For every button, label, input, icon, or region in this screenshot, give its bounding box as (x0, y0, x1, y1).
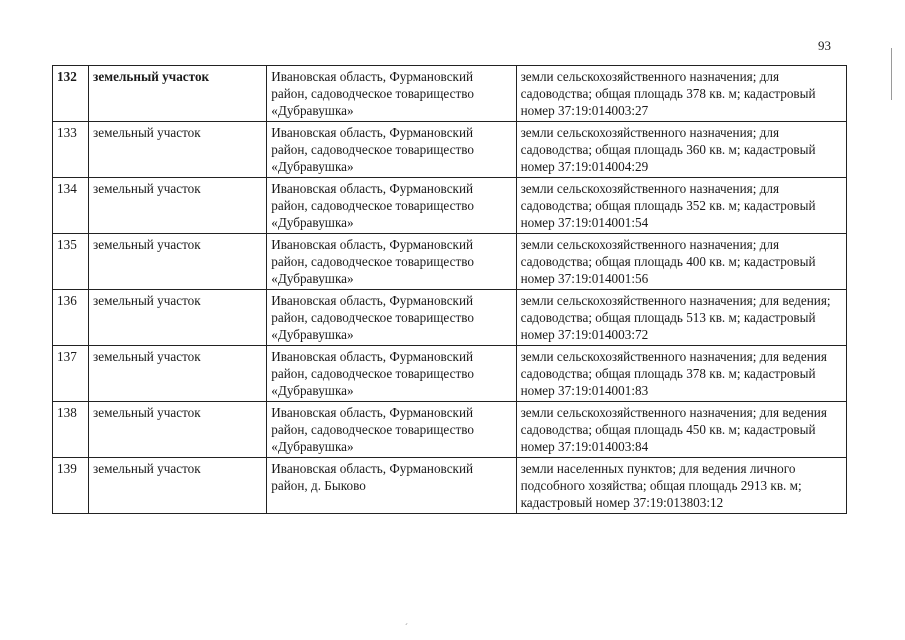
property-description: земли сельскохозяйственного назначения; для садоводства; общая площадь 400 кв. м; кадастровый номер 37:19:014001:56 (516, 234, 846, 290)
row-number: 132 (53, 66, 89, 122)
page-number: 93 (818, 38, 831, 53)
stray-pen-mark: ˊ (405, 622, 408, 632)
property-location: Ивановская область, Фурмановский район, садоводческое товарищество «Дубравушка» (267, 66, 516, 122)
row-number: 133 (53, 122, 89, 178)
property-type: земельный участок (89, 178, 267, 234)
property-location: Ивановская область, Фурмановский район, садоводческое товарищество «Дубравушка» (267, 234, 516, 290)
property-location: Ивановская область, Фурмановский район, садоводческое товарищество «Дубравушка» (267, 122, 516, 178)
table-row (53, 290, 847, 346)
property-location: Ивановская область, Фурмановский район, садоводческое товарищество «Дубравушка» (267, 178, 516, 234)
table-row (53, 234, 847, 290)
property-type: земельный участок (89, 346, 267, 402)
property-location: Ивановская область, Фурмановский район, д. Быково (267, 458, 516, 514)
row-number: 137 (53, 346, 89, 402)
property-description: земли населенных пунктов; для ведения личного подсобного хозяйства; общая площадь 2913 кв. м; кадастровый номер 37:19:013803:12 (516, 458, 846, 514)
property-type: земельный участок (89, 402, 267, 458)
property-description: земли сельскохозяйственного назначения; для ведения; садоводства; общая площадь 513 кв. м; кадастровый номер 37:19:014003:72 (516, 290, 846, 346)
table-row (53, 122, 847, 178)
table-row (53, 178, 847, 234)
table-row (53, 402, 847, 458)
row-number: 138 (53, 402, 89, 458)
property-type: земельный участок (89, 122, 267, 178)
row-number: 134 (53, 178, 89, 234)
property-type: земельный участок (89, 66, 267, 122)
table-row (53, 66, 847, 122)
property-description: земли сельскохозяйственного назначения; для садоводства; общая площадь 360 кв. м; кадастровый номер 37:19:014004:29 (516, 122, 846, 178)
table-row (53, 346, 847, 402)
row-number: 135 (53, 234, 89, 290)
property-location: Ивановская область, Фурмановский район, садоводческое товарищество «Дубравушка» (267, 290, 516, 346)
row-number: 136 (53, 290, 89, 346)
property-description: земли сельскохозяйственного назначения; для ведения садоводства; общая площадь 450 кв. м; кадастровый номер 37:19:014003:84 (516, 402, 846, 458)
property-location: Ивановская область, Фурмановский район, садоводческое товарищество «Дубравушка» (267, 402, 516, 458)
property-type: земельный участок (89, 458, 267, 514)
margin-mark (891, 48, 892, 100)
property-description: земли сельскохозяйственного назначения; для ведения садоводства; общая площадь 378 кв. м; кадастровый номер 37:19:014001:83 (516, 346, 846, 402)
property-location: Ивановская область, Фурмановский район, садоводческое товарищество «Дубравушка» (267, 346, 516, 402)
table-row (53, 458, 847, 514)
row-number: 139 (53, 458, 89, 514)
property-type: земельный участок (89, 234, 267, 290)
land-registry-table (52, 65, 847, 514)
property-description: земли сельскохозяйственного назначения; для садоводства; общая площадь 378 кв. м; кадастровый номер 37:19:014003:27 (516, 66, 846, 122)
property-description: земли сельскохозяйственного назначения; для садоводства; общая площадь 352 кв. м; кадастровый номер 37:19:014001:54 (516, 178, 846, 234)
property-type: земельный участок (89, 290, 267, 346)
